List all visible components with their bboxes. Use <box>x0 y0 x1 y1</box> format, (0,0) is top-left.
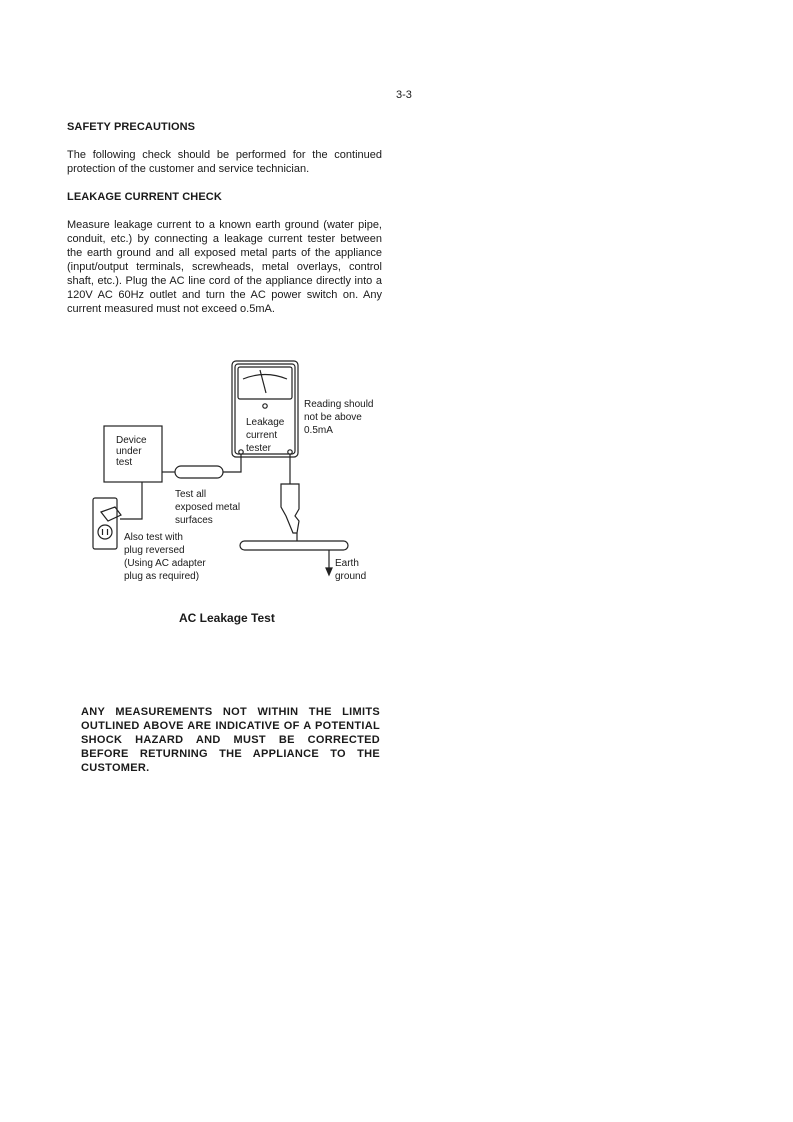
test-all-note-line: surfaces <box>175 515 213 526</box>
plug-reversed-note <box>124 531 206 583</box>
page-number: 3-3 <box>396 89 412 101</box>
ac-leakage-test-diagram <box>88 355 388 590</box>
diagram-caption: AC Leakage Test <box>179 611 275 625</box>
earth-ground-label-line: Earth <box>335 558 359 569</box>
test-all-note-line: exposed metal <box>175 502 241 513</box>
plug-reversed-note-line: Also test with <box>124 532 183 543</box>
ground-pipe <box>240 541 348 550</box>
reading-note-line: not be above <box>304 412 362 423</box>
tester-label-line: tester <box>246 443 272 454</box>
tester-label-line: Leakage <box>246 417 285 428</box>
earth-ground-label-line: ground <box>335 571 367 582</box>
ac-plug <box>101 507 121 521</box>
safety-precautions-heading: SAFETY PRECAUTIONS <box>67 121 196 133</box>
device-label <box>116 435 147 468</box>
test-all-note <box>175 488 240 527</box>
ground-clamp <box>281 484 299 533</box>
outlet-socket <box>98 525 112 539</box>
meter-window <box>238 367 292 399</box>
leakage-current-check-text: Measure leakage current to a known earth ground (water pipe, conduit, etc.) by connecting a leakage current tester between the earth ground and all exposed metal parts of the appliance (input/output terminals, screwheads, metal overlays, control shaft, etc.). Plug the AC line cord of the appliance directly into a 120V AC 60Hz outlet and turn the AC power switch on. Any current measured must not exceed o.5mA. <box>67 219 382 315</box>
tester-label <box>246 416 284 455</box>
device-label-line: test <box>116 457 133 468</box>
meter-scale-arc <box>243 375 287 380</box>
reading-note-line: Reading should <box>304 399 374 410</box>
safety-precautions-text: The following check should be performed for the continued protection of the customer and service technician. <box>67 149 382 175</box>
warning-text: ANY MEASUREMENTS NOT WITHIN THE LIMITS OUTLINED ABOVE ARE INDICATIVE OF A POTENTIAL SHOCK HAZARD AND MUST BE CORRECTED BEFORE RETURNING THE APPLIANCE TO THE CUSTOMER. <box>81 706 380 774</box>
reading-note-line: 0.5mA <box>304 425 333 436</box>
reading-note <box>304 398 374 437</box>
line-cord <box>120 482 142 519</box>
earth-ground-label <box>335 557 366 583</box>
plug-reversed-note-line: plug reversed <box>124 545 185 556</box>
test-all-note-line: Test all <box>175 489 207 500</box>
earth-arrow-head <box>326 568 332 575</box>
probe <box>175 466 223 478</box>
wall-outlet <box>93 498 117 549</box>
plug-reversed-note-line: (Using AC adapter <box>124 558 206 569</box>
tester-label-line: current <box>246 430 278 441</box>
device-label-line: Device <box>116 435 147 446</box>
plug-reversed-note-line: plug as required) <box>124 571 200 582</box>
leakage-current-check-heading: LEAKAGE CURRENT CHECK <box>67 191 222 203</box>
meter-knob <box>263 404 267 408</box>
meter-needle <box>260 370 266 393</box>
device-label-line: under <box>116 446 142 457</box>
